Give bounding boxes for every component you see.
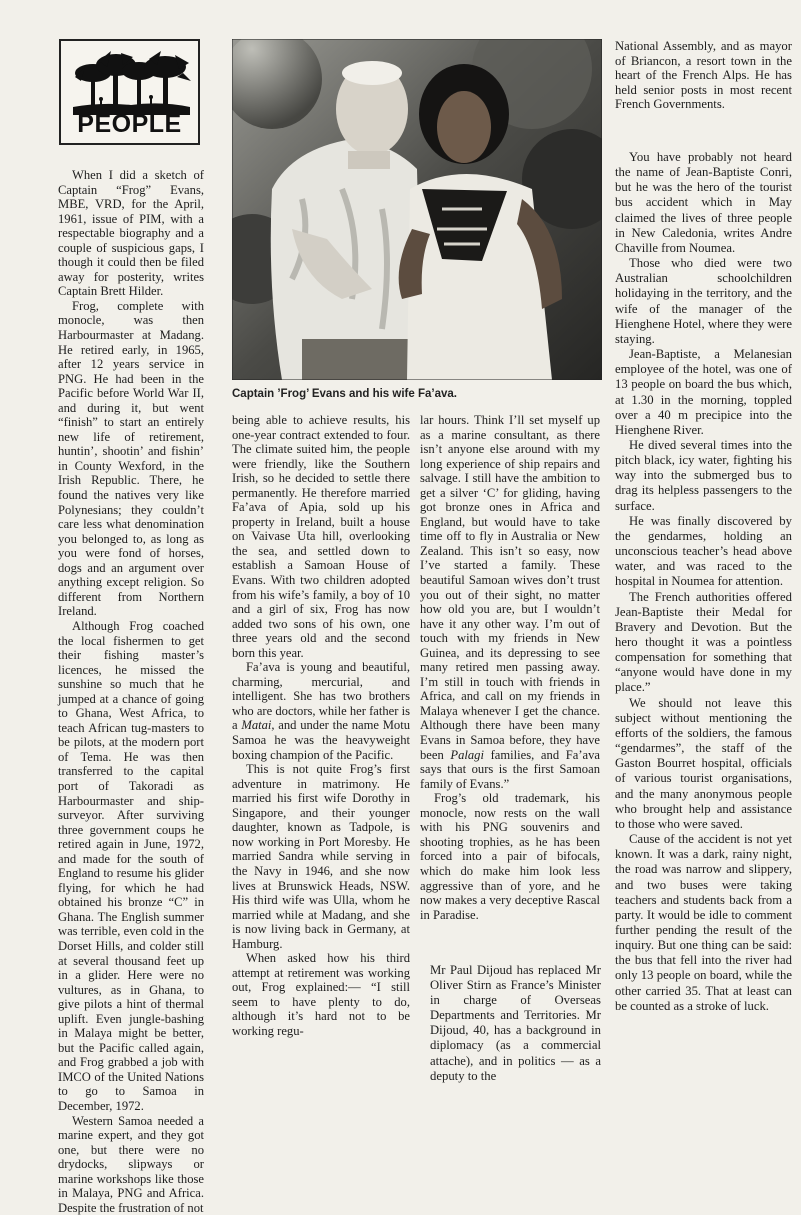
section-title: PEOPLE [77, 110, 182, 138]
photo-caption: Captain ’Frog’ Evans and his wife Fa’ava. [232, 388, 457, 400]
article-paragraph: The French authorities offered Jean-Baptiste their Medal for Bravery and Devotion. But the hero thought it was a pointless compensation for something that “anyone would have done in my place.” [615, 589, 792, 695]
article-paragraph: When I did a sketch of Captain “Frog” Evans, MBE, VRD, for the April, 1961, issue of PIM, with a respectable biography and a couple of suspicious gaps, I though it could then be filed away for posterity, writes Captain Brett Hilder. [58, 168, 204, 299]
italic-word: Matai, [241, 718, 275, 733]
article-paragraph: being able to achieve results, his one-year contract extended to four. The climate suited him, the people were friendly, like the Southern Irish, so he decided to settle there permanently. He therefore married Fa’ava of Apia, sold up his property in Ireland, built a house on Vaivase Uta hill, overlooking the sea, and settled down to establish a Samoan House of Evans. With two children adopted from his wife’s family, a boy of 10 and a girl of six, Frog has now added two sons of his own, one three years old and the second born this year. [232, 413, 410, 660]
people-masthead [59, 39, 200, 145]
article-paragraph: Frog, complete with monocle, was then Harbourmaster at Madang. He retired early, in 1965, after 12 years service in PNG. He had been in the Pacific before World War II, and during it, but went “finish” to start an entirely new life of retirement, huntin’, shootin’ and fishin’ in County Wexford, in the Irish Republic. There, he found the natives very like Polynesians; they couldn’t care less what denomination you belonged to, as long as you were fond of horses, dogs and an argument over anything except religion. So different from Northern Ireland. [58, 298, 204, 619]
article-paragraph [420, 413, 600, 791]
article-dijoud-part-1 [430, 963, 601, 1084]
article-paragraph [232, 660, 410, 762]
article-paragraph: Frog’s old trademark, his monocle, now rests on the wall with his PNG souvenirs and shooting trophies, as he has been forced into a pair of bifocals, which do make him look less aggressive than of yore, and he now makes a very deceptive Rascal in Paradise. [420, 791, 600, 922]
couple-photo [232, 39, 602, 380]
palm-trees-icon [71, 47, 192, 115]
article-paragraph: Those who died were two Australian schoolchildren holidaying in the territory, and the wife of the manager of the Hienghene Hotel, where they were staying. [615, 256, 792, 346]
article-paragraph: Cause of the accident is not yet known. It was a dark, rainy night, the road was narrow and slippery, and two buses were taking teachers and students back from a party. It would be idle to comment further pending the result of the inquiry. But one thing can be said: the bus that fell into the river had only 13 people on board, while the other carried 35. That at least can be counted as a stroke of luck. [615, 832, 792, 1013]
article-frog-column-1 [58, 168, 204, 1215]
article-paragraph: Jean-Baptiste, a Melanesian employee of the hotel, was one of 13 people on board the bus which, at 1.30 in the morning, toppled over a 40 m precipice into the Hienghene River. [615, 347, 792, 437]
article-paragraph: Western Samoa needed a marine expert, and they got one, but there were no drydocks, slipways or marine workshops like those in Malaya, PNG and Africa. Despite the frustration of not [58, 1113, 204, 1215]
article-paragraph: This is not quite Frog’s first adventure in matrimony. He married his first wife Dorothy in Singapore, and their younger daughter, known as Tadpole, is now working in Port Moresby. He married Sandra while serving in the Navy in 1946, and she now lives at Brunswick Heads, NSW. His third wife was Ulla, whom he married while at Madang, and she is now living back in Germany, at Hamburg. [232, 762, 410, 951]
article-conri [615, 150, 792, 1014]
article-dijoud-part-2 [615, 39, 792, 112]
article-paragraph: You have probably not heard the name of Jean-Baptiste Conri, but he was the hero of the tourist bus accident which in May claimed the lives of three people in New Caledonia, writes Andre Chaville from Noumea. [615, 150, 792, 255]
couple-photo-image [232, 39, 602, 380]
article-paragraph: National Assembly, and as mayor of Briancon, a resort town in the heart of the French Alps. He has held senior posts in most recent French Governments. [615, 39, 792, 112]
article-frog-column-2 [232, 413, 410, 1039]
article-paragraph: He was finally discovered by the gendarmes, holding an unconscious teacher’s head above water, and was raced to the hospital in Noumea for attention. [615, 513, 792, 589]
article-paragraph: We should not leave this subject without mentioning the efforts of the soldiers, the famous “gendarmes”, the staff of the Gaston Bourret hospital, officials of various tourist organisations, and the many anonymous people who brought help and assistance to those who were saved. [615, 695, 792, 831]
article-paragraph: Mr Paul Dijoud has replaced Mr Oliver Stirn as France’s Minister in charge of Overseas Departments and Territories. Mr Dijoud, 40, has a background in diplomacy (as a commercial attache), and in politics — as a deputy to the [430, 963, 601, 1083]
article-paragraph: When asked how his third attempt at retirement was working out, Frog explained:— “I still seem to have plenty to do, although it’s hard not to be working regu- [232, 951, 410, 1038]
article-paragraph: Although Frog coached the local fishermen to get their fishing master’s licences, he missed the sunshine so much that he jumped at a chance of going to Ghana, West Africa, to teach African tug-masters to be pilots, at the modern port of Tema. He was then transferred to the capital port of Takoradi as Harbourmaster and ship-surveyor. After surviving three government coups he retired again in June, 1972, and made for the south of England to resume his glider flying, for which he had obtained his bronze “C” in Ghana. The English summer was terrible, even cold in the Dorset Hills, and colder still at several thousand feet up in a glider. Here were no vultures, as in Ghana, to give pilots a hint of thermal uplift. Even jungle-bashing in Malaya might be better, but the Pacific called again, and Frog grabbed a job with IMCO of the United Nations to go to Samoa in December, 1972. [58, 618, 204, 1113]
text-run: lar hours. Think I’ll set myself up as a marine consultant, as there isn’t anyone else around with my long experience of ship repairs and salvage. I still have the ambition to get a silver ‘C’ for gliding, having got bronze ones in Africa and England, but would have to take time off to fly in Australia or New Zealand. This isn’t so easy, now I’ve started a family. These beautiful Samoan wives don’t trust you out of their sight, no matter how old you are, but I wouldn’t have it any other way. I’m out of touch with my friends in New Guinea, and its depressing to see many retired men passing away. I’m still in touch with friends in Africa, and call on my friends in Malaya whenever I get the chance. Although there have been many Evans in Samoa before, they have been [420, 413, 600, 762]
text-run: and under the name Motu Samoa he was the heavyweight boxing champion of the Pacific. [232, 718, 410, 762]
text-run: families, and Fa’ava says that ours is the first Samoan family of Evans.” [420, 747, 600, 791]
article-paragraph: He dived several times into the pitch black, icy water, fighting his way into the submerged bus to drag its helpless passengers to the surface. [615, 437, 792, 513]
article-frog-column-3 [420, 413, 600, 922]
italic-word: Palagi [450, 747, 484, 762]
text-run: Fa’ava is young and beautiful, charming, mercurial, and intelligent. She has two brothers who are doctors, while her father is a [232, 660, 410, 733]
